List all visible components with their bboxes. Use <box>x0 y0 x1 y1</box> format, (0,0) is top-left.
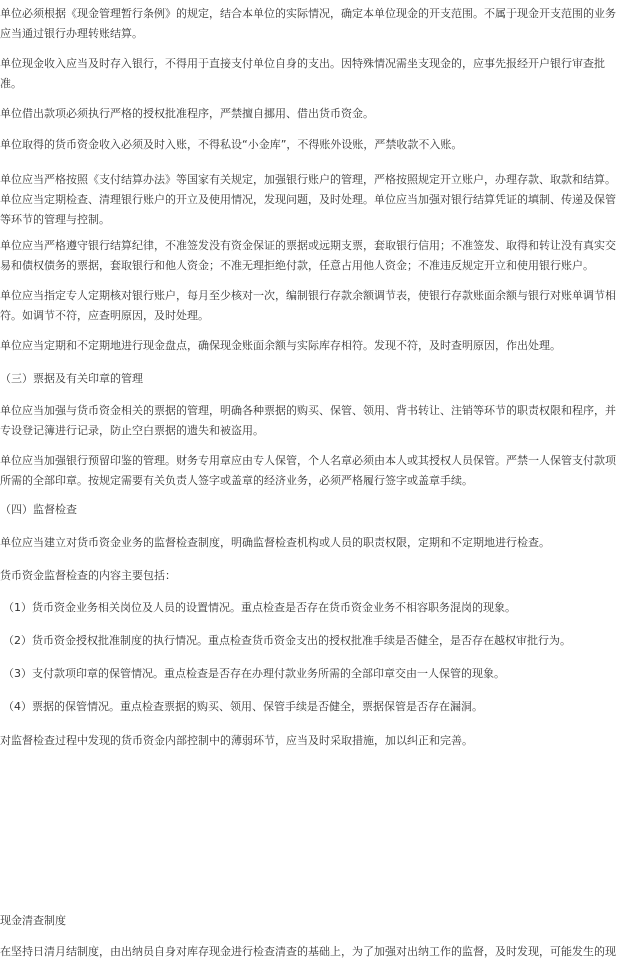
paragraph-bank-reconciliation: 单位应当指定专人定期核对银行账户，每月至少核对一次，编制银行存款余额调节表，使银行存款账面余额与银行对账单调节相符。如调节不符，应查明原因，及时处理。 <box>0 289 616 322</box>
paragraph-cash-deposit: 单位现金收入应当及时存入银行，不得用于直接支付单位自身的支出。因特殊情况需坐支现金的，应事先报经开户银行审查批准。 <box>0 57 605 90</box>
paragraph-weakness-correction: 对监督检查过程中发现的货币资金内部控制中的薄弱环节，应当及时采取措施，加以纠正和完善。 <box>0 734 473 747</box>
paragraph-income-recording: 单位取得的货币资金收入必须及时入账，不得私设“小金库”，不得账外设账，严禁收款不入账。 <box>0 138 463 151</box>
paragraph-cash-scope: 单位必须根据《现金管理暂行条例》的规定，结合本单位的实际情况，确定本单位现金的开支范围。不属于现金开支范围的业务应当通过银行办理转账结算。 <box>0 7 616 40</box>
paragraph-lending-approval: 单位借出款项必须执行严格的授权批准程序，严禁擅自挪用、借出货币资金。 <box>0 107 374 120</box>
section-heading-cash-check: 现金清查制度 <box>0 914 66 927</box>
section-heading-supervision: （四）监督检查 <box>0 503 77 516</box>
paragraph-bank-accounts: 单位应当严格按照《支付结算办法》等国家有关规定，加强银行账户的管理，严格按照规定开立账户，办理存款、取款和结算。单位应当定期检查、清理银行账户的开立及使用情况，发现问题，及时处理。单位应当加强对银行结算凭证的填制、传递及保管等环节的管理与控制。 <box>0 173 616 226</box>
paragraph-daily-settlement: 在坚持日清月结制度，由出纳员自身对库存现金进行检查清查的基础上，为了加强对出纳工作的监督，及时发现，可能发生的现 <box>0 945 616 958</box>
paragraph-cash-count: 单位应当定期和不定期地进行现金盘点，确保现金账面余额与实际库存相符。发现不符，及时查明原因，作出处理。 <box>0 339 561 352</box>
paragraph-seal-management: 单位应当加强银行预留印鉴的管理。财务专用章应由专人保管，个人名章必须由本人或其授权人员保管。严禁一人保管支付款项所需的全部印章。按规定需要有关负责人签字或盖章的经济业务，必须严格履行签字或盖章手续。 <box>0 454 616 487</box>
list-item-inspection-2: （2）货币资金授权批准制度的执行情况。重点检查货币资金支出的授权批准手续是否健全，是否存在越权审批行为。 <box>3 634 571 647</box>
section-heading-bills-seals: （三）票据及有关印章的管理 <box>0 372 143 385</box>
list-item-inspection-1: （1）货币资金业务相关岗位及人员的设置情况。重点检查是否存在货币资金业务不相容职务混岗的现象。 <box>3 601 516 614</box>
list-item-inspection-3: （3）支付款项印章的保管情况。重点检查是否存在办理付款业务所需的全部印章交由一人保管的现象。 <box>3 667 505 680</box>
list-item-inspection-4: （4）票据的保管情况。重点检查票据的购买、领用、保管手续是否健全，票据保管是否存在漏洞。 <box>3 700 483 713</box>
paragraph-inspection-intro: 货币资金监督检查的内容主要包括： <box>0 569 176 582</box>
paragraph-settlement-rules: 单位应当严格遵守银行结算纪律，不准签发没有资金保证的票据或远期支票，套取银行信用；不准签发、取得和转让没有真实交易和债权债务的票据，套取银行和他人资金；不准无理拒绝付款，任意占用他人资金；不准违反规定开立和使用银行账户。 <box>0 239 616 272</box>
paragraph-supervision-system: 单位应当建立对货币资金业务的监督检查制度，明确监督检查机构或人员的职责权限，定期和不定期地进行检查。 <box>0 536 550 549</box>
paragraph-bill-management: 单位应当加强与货币资金相关的票据的管理，明确各种票据的购买、保管、领用、背书转让、注销等环节的职责权限和程序，并专设登记簿进行记录，防止空白票据的遗失和被盗用。 <box>0 404 616 437</box>
